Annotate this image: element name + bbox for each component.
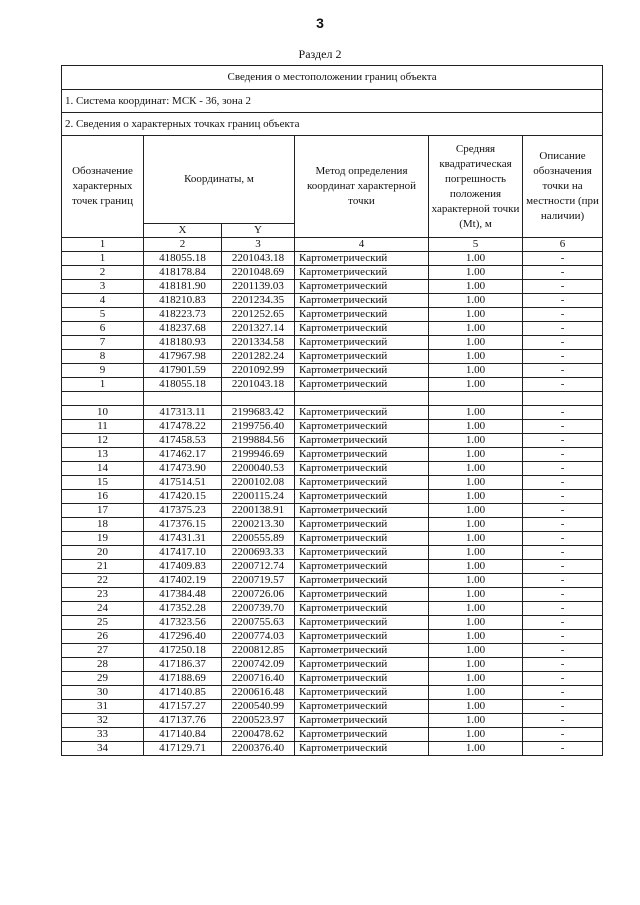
- error-cell: 1.00: [429, 672, 523, 686]
- coord-system: 1. Система координат: МСК - 36, зона 2: [62, 90, 603, 113]
- method-cell: Картометрический: [295, 658, 429, 672]
- point-id-cell: 2: [62, 266, 144, 280]
- error-cell: 1.00: [429, 630, 523, 644]
- method-cell: Картометрический: [295, 644, 429, 658]
- error-cell: 1.00: [429, 602, 523, 616]
- coord-y-cell: 2200478.62: [222, 728, 295, 742]
- table-row: [62, 672, 603, 686]
- point-id-cell: 22: [62, 574, 144, 588]
- table-row: [62, 658, 603, 672]
- description-cell: -: [523, 294, 603, 308]
- method-cell: Картометрический: [295, 602, 429, 616]
- table-row: [62, 644, 603, 658]
- header-error: Средняя квадратическая погрешность положения характерной точки (Mt), м: [429, 136, 523, 238]
- header-method: Метод определения координат характерной точки: [295, 136, 429, 238]
- point-id-cell: 24: [62, 602, 144, 616]
- error-cell: 1.00: [429, 574, 523, 588]
- point-id-cell: 18: [62, 518, 144, 532]
- table-row: [62, 700, 603, 714]
- coord-y-cell: 2200726.06: [222, 588, 295, 602]
- method-cell: Картометрический: [295, 322, 429, 336]
- description-cell: -: [523, 476, 603, 490]
- coord-y-cell: 2200739.70: [222, 602, 295, 616]
- points-heading: 2. Сведения о характерных точках границ объекта: [62, 113, 603, 136]
- method-cell: Картометрический: [295, 630, 429, 644]
- description-cell: -: [523, 714, 603, 728]
- coord-y-cell: 2200742.09: [222, 658, 295, 672]
- point-id-cell: 29: [62, 672, 144, 686]
- coord-y-cell: 2201048.69: [222, 266, 295, 280]
- coord-x-cell: 417352.28: [144, 602, 222, 616]
- header-y: Y: [222, 224, 295, 238]
- error-cell: 1.00: [429, 378, 523, 392]
- coord-y-cell: 2201043.18: [222, 252, 295, 266]
- error-cell: 1.00: [429, 420, 523, 434]
- coord-y-cell: 2200040.53: [222, 462, 295, 476]
- header-coordinates: Координаты, м: [144, 136, 295, 224]
- description-cell: -: [523, 490, 603, 504]
- point-id-cell: 32: [62, 714, 144, 728]
- method-cell: Картометрический: [295, 616, 429, 630]
- section-label: Раздел 2: [298, 47, 342, 61]
- description-cell: -: [523, 336, 603, 350]
- error-cell: 1.00: [429, 406, 523, 420]
- table-row: [62, 574, 603, 588]
- method-cell: Картометрический: [295, 728, 429, 742]
- table-row: [62, 560, 603, 574]
- coord-y-cell: 2200774.03: [222, 630, 295, 644]
- method-cell: Картометрический: [295, 448, 429, 462]
- point-id-cell: 12: [62, 434, 144, 448]
- coord-x-cell: 417384.48: [144, 588, 222, 602]
- contour-separator: [62, 392, 603, 406]
- table-row: [62, 616, 603, 630]
- table-row: [62, 434, 603, 448]
- point-id-cell: 6: [62, 322, 144, 336]
- coord-y-cell: 2200540.99: [222, 700, 295, 714]
- empty-cell: [523, 392, 603, 406]
- table-row: [62, 308, 603, 322]
- coord-y-cell: 2200716.40: [222, 672, 295, 686]
- table-row: [62, 294, 603, 308]
- point-id-cell: 8: [62, 350, 144, 364]
- method-cell: Картометрический: [295, 350, 429, 364]
- table-row: [62, 504, 603, 518]
- empty-cell: [62, 392, 144, 406]
- point-id-cell: 17: [62, 504, 144, 518]
- coord-x-cell: 417188.69: [144, 672, 222, 686]
- coord-x-cell: 417478.22: [144, 420, 222, 434]
- coord-x-cell: 417402.19: [144, 574, 222, 588]
- description-cell: -: [523, 420, 603, 434]
- coord-y-cell: 2200712.74: [222, 560, 295, 574]
- coord-y-cell: 2200812.85: [222, 644, 295, 658]
- table-row: [62, 350, 603, 364]
- coord-x-cell: 417296.40: [144, 630, 222, 644]
- table-row: [62, 518, 603, 532]
- coord-y-cell: 2199756.40: [222, 420, 295, 434]
- method-cell: Картометрический: [295, 476, 429, 490]
- coord-x-cell: 417186.37: [144, 658, 222, 672]
- coord-x-cell: 417901.59: [144, 364, 222, 378]
- coord-y-cell: 2201043.18: [222, 378, 295, 392]
- method-cell: Картометрический: [295, 588, 429, 602]
- coord-y-cell: 2201139.03: [222, 280, 295, 294]
- method-cell: Картометрический: [295, 406, 429, 420]
- point-id-cell: 33: [62, 728, 144, 742]
- point-id-cell: 23: [62, 588, 144, 602]
- coord-y-cell: 2199683.42: [222, 406, 295, 420]
- table-title: Сведения о местоположении границ объекта: [62, 66, 603, 90]
- description-cell: -: [523, 630, 603, 644]
- error-cell: 1.00: [429, 588, 523, 602]
- coord-x-cell: 417140.85: [144, 686, 222, 700]
- point-id-cell: 9: [62, 364, 144, 378]
- coord-y-cell: 2200755.63: [222, 616, 295, 630]
- coord-y-cell: 2200115.24: [222, 490, 295, 504]
- page-number: 3: [316, 15, 324, 31]
- error-cell: 1.00: [429, 294, 523, 308]
- coord-y-cell: 2200555.89: [222, 532, 295, 546]
- method-cell: Картометрический: [295, 378, 429, 392]
- method-cell: Картометрический: [295, 308, 429, 322]
- error-cell: 1.00: [429, 350, 523, 364]
- column-number: 6: [523, 238, 603, 252]
- table-row: [62, 462, 603, 476]
- error-cell: 1.00: [429, 700, 523, 714]
- error-cell: 1.00: [429, 560, 523, 574]
- point-id-cell: 11: [62, 420, 144, 434]
- table-row: [62, 406, 603, 420]
- table-row: [62, 588, 603, 602]
- table-row: [62, 490, 603, 504]
- table-row: [62, 630, 603, 644]
- method-cell: Картометрический: [295, 252, 429, 266]
- coord-x-cell: 418055.18: [144, 378, 222, 392]
- error-cell: 1.00: [429, 616, 523, 630]
- description-cell: -: [523, 378, 603, 392]
- column-number: 1: [62, 238, 144, 252]
- point-id-cell: 15: [62, 476, 144, 490]
- description-cell: -: [523, 322, 603, 336]
- method-cell: Картометрический: [295, 462, 429, 476]
- coord-x-cell: 417967.98: [144, 350, 222, 364]
- method-cell: Картометрический: [295, 420, 429, 434]
- table-row: [62, 448, 603, 462]
- coord-x-cell: 418178.84: [144, 266, 222, 280]
- method-cell: Картометрический: [295, 686, 429, 700]
- error-cell: 1.00: [429, 546, 523, 560]
- table-row: [62, 742, 603, 756]
- coord-x-cell: 418223.73: [144, 308, 222, 322]
- coord-y-cell: 2201282.24: [222, 350, 295, 364]
- point-id-cell: 21: [62, 560, 144, 574]
- error-cell: 1.00: [429, 742, 523, 756]
- column-number: 4: [295, 238, 429, 252]
- coord-x-cell: 417157.27: [144, 700, 222, 714]
- coord-y-cell: 2200616.48: [222, 686, 295, 700]
- method-cell: Картометрический: [295, 672, 429, 686]
- point-id-cell: 19: [62, 532, 144, 546]
- error-cell: 1.00: [429, 252, 523, 266]
- header-designation: Обозначение характерных точек границ: [62, 136, 144, 238]
- table-row: [62, 476, 603, 490]
- coord-y-cell: 2200376.40: [222, 742, 295, 756]
- coord-x-cell: 417462.17: [144, 448, 222, 462]
- error-cell: 1.00: [429, 490, 523, 504]
- error-cell: 1.00: [429, 658, 523, 672]
- description-cell: -: [523, 462, 603, 476]
- empty-cell: [429, 392, 523, 406]
- point-id-cell: 27: [62, 644, 144, 658]
- coord-x-cell: 418237.68: [144, 322, 222, 336]
- error-cell: 1.00: [429, 448, 523, 462]
- point-id-cell: 1: [62, 252, 144, 266]
- coord-y-cell: 2200213.30: [222, 518, 295, 532]
- error-cell: 1.00: [429, 434, 523, 448]
- point-id-cell: 20: [62, 546, 144, 560]
- coord-x-cell: 417514.51: [144, 476, 222, 490]
- description-cell: -: [523, 434, 603, 448]
- point-id-cell: 1: [62, 378, 144, 392]
- error-cell: 1.00: [429, 322, 523, 336]
- coord-y-cell: 2201252.65: [222, 308, 295, 322]
- description-cell: -: [523, 700, 603, 714]
- table-row: [62, 686, 603, 700]
- coord-y-cell: 2201327.14: [222, 322, 295, 336]
- description-cell: -: [523, 518, 603, 532]
- description-cell: -: [523, 602, 603, 616]
- table-row: [62, 532, 603, 546]
- header-x: X: [144, 224, 222, 238]
- point-id-cell: 14: [62, 462, 144, 476]
- point-id-cell: 10: [62, 406, 144, 420]
- column-number: 5: [429, 238, 523, 252]
- error-cell: 1.00: [429, 336, 523, 350]
- coord-y-cell: 2200138.91: [222, 504, 295, 518]
- method-cell: Картометрический: [295, 532, 429, 546]
- boundary-points-table: [61, 65, 603, 756]
- description-cell: -: [523, 644, 603, 658]
- description-cell: -: [523, 252, 603, 266]
- method-cell: Картометрический: [295, 364, 429, 378]
- coord-y-cell: 2201334.58: [222, 336, 295, 350]
- coord-x-cell: 417250.18: [144, 644, 222, 658]
- point-id-cell: 4: [62, 294, 144, 308]
- table-row: [62, 378, 603, 392]
- column-number: 2: [144, 238, 222, 252]
- error-cell: 1.00: [429, 462, 523, 476]
- method-cell: Картометрический: [295, 280, 429, 294]
- method-cell: Картометрический: [295, 518, 429, 532]
- description-cell: -: [523, 686, 603, 700]
- method-cell: Картометрический: [295, 266, 429, 280]
- method-cell: Картометрический: [295, 546, 429, 560]
- point-id-cell: 5: [62, 308, 144, 322]
- error-cell: 1.00: [429, 266, 523, 280]
- coord-x-cell: 417129.71: [144, 742, 222, 756]
- coord-y-cell: 2200719.57: [222, 574, 295, 588]
- column-number: 3: [222, 238, 295, 252]
- table-row: [62, 728, 603, 742]
- error-cell: 1.00: [429, 532, 523, 546]
- method-cell: Картометрический: [295, 574, 429, 588]
- description-cell: -: [523, 616, 603, 630]
- method-cell: Картометрический: [295, 700, 429, 714]
- method-cell: Картометрический: [295, 742, 429, 756]
- method-cell: Картометрический: [295, 336, 429, 350]
- coord-y-cell: 2200693.33: [222, 546, 295, 560]
- method-cell: Картометрический: [295, 434, 429, 448]
- description-cell: -: [523, 560, 603, 574]
- table-row: [62, 602, 603, 616]
- coord-y-cell: 2201092.99: [222, 364, 295, 378]
- table-row: [62, 252, 603, 266]
- description-cell: -: [523, 364, 603, 378]
- description-cell: -: [523, 266, 603, 280]
- coord-x-cell: 417376.15: [144, 518, 222, 532]
- coord-x-cell: 417458.53: [144, 434, 222, 448]
- description-cell: -: [523, 588, 603, 602]
- point-id-cell: 30: [62, 686, 144, 700]
- method-cell: Картометрический: [295, 294, 429, 308]
- description-cell: -: [523, 658, 603, 672]
- point-id-cell: 25: [62, 616, 144, 630]
- error-cell: 1.00: [429, 728, 523, 742]
- description-cell: -: [523, 532, 603, 546]
- error-cell: 1.00: [429, 504, 523, 518]
- error-cell: 1.00: [429, 364, 523, 378]
- coord-y-cell: 2201234.35: [222, 294, 295, 308]
- coord-x-cell: 417409.83: [144, 560, 222, 574]
- coord-x-cell: 417420.15: [144, 490, 222, 504]
- description-cell: -: [523, 308, 603, 322]
- empty-cell: [222, 392, 295, 406]
- coord-x-cell: 417137.76: [144, 714, 222, 728]
- error-cell: 1.00: [429, 686, 523, 700]
- table-row: [62, 546, 603, 560]
- point-id-cell: 16: [62, 490, 144, 504]
- description-cell: -: [523, 672, 603, 686]
- description-cell: -: [523, 742, 603, 756]
- method-cell: Картометрический: [295, 560, 429, 574]
- method-cell: Картометрический: [295, 504, 429, 518]
- point-id-cell: 31: [62, 700, 144, 714]
- table-row: [62, 266, 603, 280]
- table-row: [62, 322, 603, 336]
- header-description: Описание обозначения точки на местности (при наличии): [523, 136, 603, 238]
- error-cell: 1.00: [429, 280, 523, 294]
- table-row: [62, 420, 603, 434]
- description-cell: -: [523, 574, 603, 588]
- coord-x-cell: 417375.23: [144, 504, 222, 518]
- coord-x-cell: 417313.11: [144, 406, 222, 420]
- description-cell: -: [523, 280, 603, 294]
- coord-x-cell: 417323.56: [144, 616, 222, 630]
- empty-cell: [295, 392, 429, 406]
- coord-x-cell: 417431.31: [144, 532, 222, 546]
- coord-x-cell: 418181.90: [144, 280, 222, 294]
- table-row: [62, 336, 603, 350]
- method-cell: Картометрический: [295, 714, 429, 728]
- point-id-cell: 3: [62, 280, 144, 294]
- coord-x-cell: 417417.10: [144, 546, 222, 560]
- coord-x-cell: 418180.93: [144, 336, 222, 350]
- point-id-cell: 34: [62, 742, 144, 756]
- table-row: [62, 280, 603, 294]
- point-id-cell: 7: [62, 336, 144, 350]
- point-id-cell: 28: [62, 658, 144, 672]
- table-row: [62, 364, 603, 378]
- coord-x-cell: 417140.84: [144, 728, 222, 742]
- point-id-cell: 13: [62, 448, 144, 462]
- point-id-cell: 26: [62, 630, 144, 644]
- coord-x-cell: 417473.90: [144, 462, 222, 476]
- description-cell: -: [523, 546, 603, 560]
- error-cell: 1.00: [429, 476, 523, 490]
- coord-x-cell: 418210.83: [144, 294, 222, 308]
- description-cell: -: [523, 504, 603, 518]
- table-row: [62, 714, 603, 728]
- description-cell: -: [523, 448, 603, 462]
- coord-y-cell: 2200102.08: [222, 476, 295, 490]
- coord-y-cell: 2199946.69: [222, 448, 295, 462]
- coord-y-cell: 2200523.97: [222, 714, 295, 728]
- coord-y-cell: 2199884.56: [222, 434, 295, 448]
- error-cell: 1.00: [429, 714, 523, 728]
- description-cell: -: [523, 406, 603, 420]
- description-cell: -: [523, 728, 603, 742]
- error-cell: 1.00: [429, 518, 523, 532]
- method-cell: Картометрический: [295, 490, 429, 504]
- coord-x-cell: 418055.18: [144, 252, 222, 266]
- error-cell: 1.00: [429, 644, 523, 658]
- description-cell: -: [523, 350, 603, 364]
- error-cell: 1.00: [429, 308, 523, 322]
- empty-cell: [144, 392, 222, 406]
